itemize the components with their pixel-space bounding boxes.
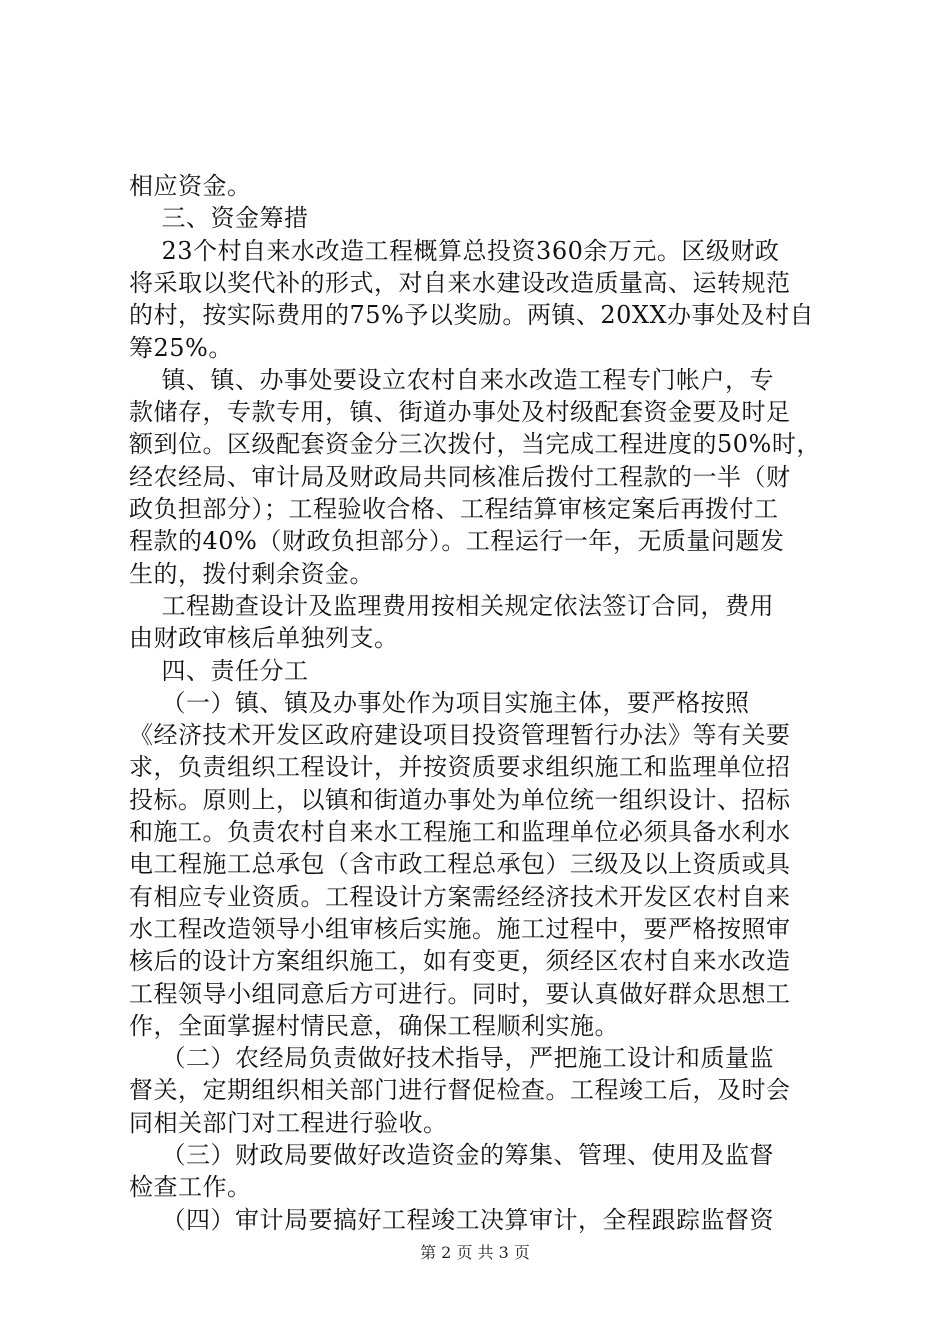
document-line: 督关，定期组织相关部门进行督促检查。工程竣工后，及时会 [129, 1076, 791, 1105]
document-line: 的村，按实际费用的75%予以奖励。两镇、20XX办事处及村自 [129, 301, 815, 330]
document-line: 三、资金筹措 [129, 204, 309, 233]
document-line: 和施工。负责农村自来水工程施工和监理单位必须具备水利水 [129, 818, 791, 846]
document-line: 额到位。区级配套资金分三次拨付，当完成工程进度的50%时， [129, 430, 821, 459]
document-line: 有相应专业资质。工程设计方案需经经济技术开发区农村自来 [129, 882, 791, 911]
document-line: 经农经局、审计局及财政局共同核准后拨付工程款的一半（财 [129, 462, 791, 491]
document-line: 23个村自来水改造工程概算总投资360余万元。区级财政 [129, 236, 780, 265]
document-line: 政负担部分）；工程验收合格、工程结算审核定案后再拨付工 [129, 495, 779, 523]
document-line: 《经济技术开发区政府建设项目投资管理暂行办法》等有关要 [129, 721, 791, 750]
document-line: （一）镇、镇及办事处作为项目实施主体，要严格按照 [129, 688, 750, 717]
document-line: 水工程改造领导小组审核后实施。施工过程中，要严格按照审 [129, 914, 791, 943]
document-line: （二）农经局负责做好技术指导，严把施工设计和质量监 [129, 1044, 775, 1073]
document-line: 检查工作。 [129, 1173, 252, 1202]
document-line: 程款的40%（财政负担部分）。工程运行一年，无质量问题发 [129, 527, 785, 556]
page-footer: 第 2 页 共 3 页 [420, 1243, 530, 1262]
document-line: 作，全面掌握村情民意，确保工程顺利实施。 [129, 1011, 619, 1040]
document-line: 工程勘查设计及监理费用按相关规定依法签订合同，费用 [129, 591, 775, 620]
document-line: 电工程施工总承包（含市政工程总承包）三级及以上资质或具 [129, 850, 791, 879]
document-line: （三）财政局要做好改造资金的筹集、管理、使用及监督 [129, 1141, 775, 1169]
document-line: 镇、镇、办事处要设立农村自来水改造工程专门帐户，专 [129, 365, 775, 394]
document-line: 同相关部门对工程进行验收。 [129, 1108, 448, 1137]
document-line: 筹25%。 [129, 333, 233, 362]
document-line: 相应资金。 [129, 172, 252, 200]
document-line: 款储存，专款专用，镇、街道办事处及村级配套资金要及时足 [129, 398, 791, 427]
document-line: 由财政审核后单独列支。 [129, 624, 399, 653]
document-line: 工程领导小组同意后方可进行。同时，要认真做好群众思想工 [129, 979, 791, 1008]
document-line: 四、责任分工 [129, 656, 309, 685]
document-line: 生的，拨付剩余资金。 [129, 559, 374, 588]
document-line: （四）审计局要搞好工程竣工决算审计，全程跟踪监督资 [129, 1205, 775, 1234]
document-line: 投标。原则上，以镇和街道办事处为单位统一组织设计、招标 [129, 785, 791, 814]
document-line: 求，负责组织工程设计，并按资质要求组织施工和监理单位招 [129, 753, 791, 782]
document-line: 核后的设计方案组织施工，如有变更，须经区农村自来水改造 [129, 947, 791, 976]
document-line: 将采取以奖代补的形式，对自来水建设改造质量高、运转规范 [129, 268, 791, 297]
